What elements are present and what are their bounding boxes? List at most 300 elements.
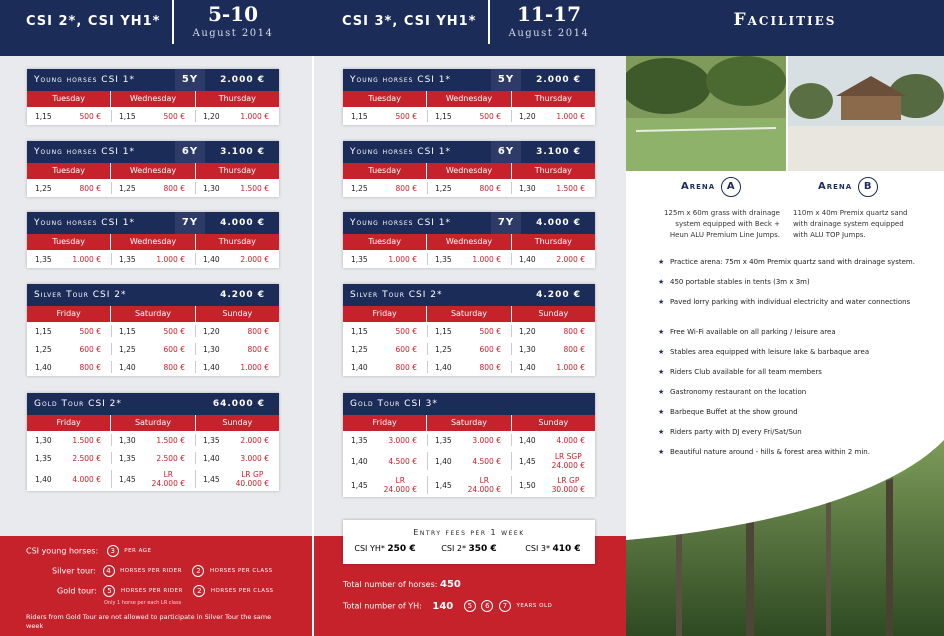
height-value: 1,15 bbox=[435, 326, 452, 336]
total-prize: 2.000 € bbox=[536, 75, 581, 85]
table-cell bbox=[343, 431, 427, 449]
height-value: 1,35 bbox=[351, 254, 368, 264]
height-value: 1,35 bbox=[119, 254, 136, 264]
prize-value: LR SGP 24.000 € bbox=[551, 452, 585, 470]
table-cell bbox=[511, 250, 595, 268]
fee-label: CSI YH* bbox=[354, 544, 385, 553]
table-cell bbox=[195, 179, 279, 197]
day-row bbox=[343, 91, 595, 107]
table-cell bbox=[511, 431, 595, 449]
prize-value: 3.000 € bbox=[388, 435, 417, 445]
age-number: 6 bbox=[481, 600, 493, 612]
table-title: Young horses CSI 1* bbox=[350, 75, 452, 85]
table-header bbox=[343, 212, 595, 234]
height-value: 1,15 bbox=[435, 111, 452, 121]
day-row bbox=[27, 91, 279, 107]
table-cell bbox=[343, 322, 427, 340]
height-value: 1,25 bbox=[435, 344, 452, 354]
height-value: 1,45 bbox=[203, 474, 220, 484]
facility-item: ★ Practice arena: 75m x 40m Premix quartz sand with drainage system. bbox=[658, 258, 918, 278]
prize-value: LR 24.000 € bbox=[467, 476, 501, 494]
height-value: 1,15 bbox=[119, 326, 136, 336]
legend-label: Silver tour: bbox=[52, 566, 96, 576]
height-value: 1,40 bbox=[35, 362, 52, 372]
day-label: Thursday bbox=[534, 166, 572, 175]
height-value: 1,40 bbox=[203, 254, 220, 264]
facilities-list bbox=[658, 258, 918, 470]
height-value: 1,20 bbox=[203, 326, 220, 336]
height-value: 1,30 bbox=[519, 344, 536, 354]
fee-item bbox=[427, 544, 511, 554]
table-cell bbox=[343, 449, 427, 473]
table-cell bbox=[195, 467, 279, 491]
prize-value: 1.000 € bbox=[72, 254, 101, 264]
table-cell bbox=[27, 107, 111, 125]
prize-value: 500 € bbox=[479, 326, 501, 336]
facility-item: ★ 450 portable stables in tents (3m x 3m) bbox=[658, 278, 918, 298]
legend-text: HORSES PER CLASS bbox=[210, 568, 273, 574]
table-header bbox=[27, 393, 279, 415]
height-value: 1,30 bbox=[519, 183, 536, 193]
age-badge: 6Y bbox=[491, 141, 521, 163]
day-row bbox=[343, 234, 595, 250]
ages-suffix: YEARS OLD bbox=[516, 603, 553, 609]
day-label: Saturday bbox=[427, 306, 511, 322]
prize-table bbox=[343, 212, 595, 268]
legend-label: CSI young horses: bbox=[26, 546, 99, 556]
table-cell bbox=[27, 467, 111, 491]
total-horses-value: 450 bbox=[440, 579, 461, 590]
table-cell bbox=[195, 358, 279, 376]
day-label: Thursday bbox=[218, 237, 256, 246]
prize-value: 800 € bbox=[247, 326, 269, 336]
facility-item: ★ Barbeque Buffet at the show ground bbox=[658, 408, 918, 428]
prize-value: 2.000 € bbox=[240, 435, 269, 445]
table-header bbox=[343, 69, 595, 91]
day-label: Wednesday bbox=[111, 234, 195, 250]
table-cell bbox=[195, 107, 279, 125]
table-row bbox=[343, 340, 595, 358]
prize-value: 500 € bbox=[79, 326, 101, 336]
table-cell bbox=[427, 179, 511, 197]
day-label: Thursday bbox=[534, 94, 572, 103]
age-number: 5 bbox=[464, 600, 476, 612]
arena-a-heading bbox=[681, 177, 741, 197]
legend-gold bbox=[57, 585, 274, 597]
legend-number: 5 bbox=[103, 585, 115, 597]
prize-value: 4.500 € bbox=[388, 456, 417, 466]
fee-value: 250 € bbox=[387, 544, 416, 554]
height-value: 1,40 bbox=[351, 456, 368, 466]
prize-value: 2.000 € bbox=[556, 254, 585, 264]
prize-value: 600 € bbox=[163, 344, 185, 354]
prize-value: 500 € bbox=[163, 326, 185, 336]
arena-a-letter: A bbox=[721, 177, 741, 197]
height-value: 1,40 bbox=[203, 362, 220, 372]
prize-value: LR 24.000 € bbox=[151, 470, 185, 488]
header-right bbox=[626, 0, 944, 56]
legend-text: PER AGE bbox=[124, 548, 152, 554]
prize-table bbox=[343, 284, 595, 376]
height-value: 1,25 bbox=[35, 344, 52, 354]
table-cell bbox=[343, 107, 427, 125]
prize-value: 500 € bbox=[479, 111, 501, 121]
legend-text: HORSES PER RIDER bbox=[120, 568, 182, 574]
prize-value: 1.000 € bbox=[556, 362, 585, 372]
day-row bbox=[27, 234, 279, 250]
table-cell bbox=[27, 340, 111, 358]
total-yh bbox=[343, 600, 552, 612]
prize-value: 1.000 € bbox=[388, 254, 417, 264]
fee-label: CSI 2* bbox=[441, 544, 466, 553]
facility-item: ★ Gastronomy restaurant on the location bbox=[658, 388, 918, 408]
prize-value: 4.500 € bbox=[472, 456, 501, 466]
table-cell bbox=[27, 179, 111, 197]
total-prize: 4.000 € bbox=[536, 218, 581, 228]
event-month: August 2014 bbox=[508, 28, 590, 39]
table-row bbox=[343, 431, 595, 449]
prize-table bbox=[343, 141, 595, 197]
day-label: Friday bbox=[343, 306, 427, 322]
legend-text: HORSES PER RIDER bbox=[120, 588, 183, 594]
height-value: 1,35 bbox=[119, 453, 136, 463]
table-row bbox=[27, 107, 279, 125]
day-label: Wednesday bbox=[111, 91, 195, 107]
fee-value: 350 € bbox=[468, 544, 497, 554]
table-cell bbox=[195, 322, 279, 340]
day-label: Tuesday bbox=[27, 163, 111, 179]
age-badge: 5Y bbox=[175, 69, 205, 91]
height-value: 1,35 bbox=[35, 254, 52, 264]
age-badge: 7Y bbox=[175, 212, 205, 234]
prize-table bbox=[343, 69, 595, 125]
age-badge: 7Y bbox=[491, 212, 521, 234]
height-value: 1,20 bbox=[203, 111, 220, 121]
table-row bbox=[27, 340, 279, 358]
day-label: Saturday bbox=[111, 415, 195, 431]
height-value: 1,25 bbox=[351, 183, 368, 193]
prize-value: 2.500 € bbox=[72, 453, 101, 463]
table-cell bbox=[343, 473, 427, 497]
table-title: Silver Tour CSI 2* bbox=[350, 290, 443, 300]
height-value: 1,40 bbox=[435, 456, 452, 466]
facility-item: ★ Paved lorry parking with individual electricity and water connections bbox=[658, 298, 918, 328]
prize-value: 3.000 € bbox=[472, 435, 501, 445]
legend-footnote: Riders from Gold Tour are not allowed to participate in Silver Tour the same week bbox=[26, 613, 272, 630]
table-cell bbox=[195, 340, 279, 358]
height-value: 1,35 bbox=[435, 435, 452, 445]
height-value: 1,35 bbox=[35, 453, 52, 463]
table-row bbox=[27, 431, 279, 449]
prize-value: 500 € bbox=[395, 326, 417, 336]
prize-value: 1.000 € bbox=[240, 111, 269, 121]
prize-value: 800 € bbox=[479, 362, 501, 372]
table-cell bbox=[111, 179, 195, 197]
height-value: 1,35 bbox=[435, 254, 452, 264]
prize-value: 3.000 € bbox=[240, 453, 269, 463]
table-cell bbox=[111, 250, 195, 268]
height-value: 1,25 bbox=[435, 183, 452, 193]
day-row bbox=[27, 415, 279, 431]
day-row bbox=[27, 306, 279, 322]
height-value: 1,40 bbox=[351, 362, 368, 372]
facility-item: ★ Beautiful nature around - hills & forest area within 2 min. bbox=[658, 448, 918, 470]
facilities-title: Facilities bbox=[733, 10, 837, 30]
legend-label: Gold tour: bbox=[57, 586, 97, 596]
entry-fees bbox=[343, 520, 595, 564]
height-value: 1,25 bbox=[35, 183, 52, 193]
height-value: 1,40 bbox=[519, 435, 536, 445]
table-cell bbox=[111, 340, 195, 358]
table-cell bbox=[343, 250, 427, 268]
prize-value: LR 24.000 € bbox=[383, 476, 417, 494]
height-value: 1,45 bbox=[519, 456, 536, 466]
total-yh-value: 140 bbox=[432, 600, 454, 612]
table-cell bbox=[427, 431, 511, 449]
day-label: Thursday bbox=[534, 237, 572, 246]
prize-value: 1.500 € bbox=[556, 183, 585, 193]
fee-item bbox=[511, 544, 595, 554]
table-cell bbox=[427, 107, 511, 125]
table-cell bbox=[511, 449, 595, 473]
table-cell bbox=[511, 107, 595, 125]
event-month: August 2014 bbox=[192, 28, 274, 39]
height-value: 1,15 bbox=[35, 326, 52, 336]
prize-value: 800 € bbox=[395, 183, 417, 193]
day-label: Wednesday bbox=[427, 234, 511, 250]
prize-value: 1.000 € bbox=[556, 111, 585, 121]
prize-value: 1.500 € bbox=[240, 183, 269, 193]
table-cell bbox=[111, 449, 195, 467]
height-value: 1,30 bbox=[203, 344, 220, 354]
prize-table bbox=[27, 69, 279, 125]
total-prize: 64.000 € bbox=[212, 399, 265, 409]
arena-photos bbox=[626, 56, 944, 171]
prize-value: 800 € bbox=[163, 362, 185, 372]
height-value: 1,30 bbox=[119, 435, 136, 445]
total-horses bbox=[343, 579, 461, 590]
entry-fees-title: Entry fees per 1 week bbox=[413, 528, 525, 537]
table-cell bbox=[111, 467, 195, 491]
height-value: 1,40 bbox=[119, 362, 136, 372]
day-label: Saturday bbox=[111, 306, 195, 322]
table-cell bbox=[195, 250, 279, 268]
facility-item: ★ Free Wi-Fi available on all parking / leisure area bbox=[658, 328, 918, 348]
day-row bbox=[343, 163, 595, 179]
prize-value: 2.500 € bbox=[156, 453, 185, 463]
day-label: Sunday bbox=[222, 418, 253, 427]
prize-table bbox=[27, 212, 279, 268]
table-cell bbox=[511, 340, 595, 358]
table-cell bbox=[427, 340, 511, 358]
event-days: 5-10 bbox=[207, 2, 259, 26]
facility-item: ★ Stables area equipped with leisure lake & barbaque area bbox=[658, 348, 918, 368]
prize-value: 600 € bbox=[79, 344, 101, 354]
table-row bbox=[343, 107, 595, 125]
table-header bbox=[343, 393, 595, 415]
legend-gold-note: Only 1 horse per each LR class bbox=[104, 600, 182, 606]
event-title: CSI 2*, CSI YH1* bbox=[26, 14, 161, 29]
prize-value: LR GP 40.000 € bbox=[235, 470, 269, 488]
prize-value: 4.000 € bbox=[556, 435, 585, 445]
day-row bbox=[27, 163, 279, 179]
table-cell bbox=[195, 449, 279, 467]
table-title: Young horses CSI 1* bbox=[350, 218, 452, 228]
table-cell bbox=[111, 431, 195, 449]
height-value: 1,40 bbox=[519, 254, 536, 264]
total-prize: 4.200 € bbox=[220, 290, 265, 300]
table-row bbox=[343, 449, 595, 473]
height-value: 1,15 bbox=[351, 111, 368, 121]
legend-number: 2 bbox=[192, 565, 204, 577]
table-row bbox=[27, 179, 279, 197]
table-header bbox=[343, 141, 595, 163]
prize-value: 4.000 € bbox=[72, 474, 101, 484]
table-cell bbox=[511, 179, 595, 197]
table-header bbox=[27, 141, 279, 163]
total-yh-label: Total number of YH: bbox=[343, 601, 422, 611]
arena-b-description: 110m x 40m Premix quartz sand with drainage system equipped with ALU TOP Jumps. bbox=[793, 209, 908, 239]
table-cell bbox=[111, 107, 195, 125]
table-title: Gold Tour CSI 2* bbox=[34, 399, 122, 409]
total-prize: 4.200 € bbox=[536, 290, 581, 300]
prize-value: 500 € bbox=[79, 111, 101, 121]
table-title: Young horses CSI 1* bbox=[34, 147, 136, 157]
prize-value: 600 € bbox=[395, 344, 417, 354]
table-row bbox=[343, 179, 595, 197]
total-prize: 4.000 € bbox=[220, 218, 265, 228]
prize-table bbox=[27, 393, 279, 491]
height-value: 1,15 bbox=[119, 111, 136, 121]
table-row bbox=[343, 358, 595, 376]
height-value: 1,20 bbox=[519, 326, 536, 336]
table-title: Silver Tour CSI 2* bbox=[34, 290, 127, 300]
height-value: 1,30 bbox=[35, 435, 52, 445]
arena-photo-image bbox=[626, 56, 944, 171]
legend-number: 4 bbox=[103, 565, 115, 577]
prize-value: 1.500 € bbox=[156, 435, 185, 445]
prize-value: 800 € bbox=[247, 344, 269, 354]
header-middle bbox=[312, 0, 626, 56]
table-title: Gold Tour CSI 3* bbox=[350, 399, 438, 409]
height-value: 1,25 bbox=[351, 344, 368, 354]
table-row bbox=[343, 322, 595, 340]
table-cell bbox=[343, 179, 427, 197]
prize-table bbox=[343, 393, 595, 497]
table-row bbox=[27, 358, 279, 376]
height-value: 1,30 bbox=[203, 183, 220, 193]
table-cell bbox=[111, 358, 195, 376]
prize-value: 1.000 € bbox=[240, 362, 269, 372]
rules-legend bbox=[0, 536, 312, 636]
prize-table bbox=[27, 284, 279, 376]
table-cell bbox=[511, 358, 595, 376]
total-horses-label: Total number of horses: bbox=[343, 580, 438, 589]
table-cell bbox=[27, 431, 111, 449]
prize-value: 800 € bbox=[563, 326, 585, 336]
table-cell bbox=[27, 322, 111, 340]
prize-value: 800 € bbox=[479, 183, 501, 193]
height-value: 1,50 bbox=[519, 480, 536, 490]
entry-fees-list bbox=[343, 544, 595, 554]
day-label: Tuesday bbox=[343, 163, 427, 179]
day-label: Tuesday bbox=[343, 234, 427, 250]
legend-text: HORSES PER CLASS bbox=[210, 588, 274, 594]
height-value: 1,35 bbox=[203, 435, 220, 445]
table-row bbox=[343, 250, 595, 268]
table-cell bbox=[27, 449, 111, 467]
day-label: Sunday bbox=[538, 418, 569, 427]
height-value: 1,25 bbox=[119, 344, 136, 354]
prize-value: 500 € bbox=[395, 111, 417, 121]
day-row bbox=[343, 415, 595, 431]
day-label: Wednesday bbox=[427, 163, 511, 179]
table-cell bbox=[511, 322, 595, 340]
total-prize: 3.100 € bbox=[536, 147, 581, 157]
table-header bbox=[27, 212, 279, 234]
arena-b-letter: B bbox=[858, 177, 878, 197]
prize-value: 1.000 € bbox=[156, 254, 185, 264]
table-header bbox=[27, 284, 279, 306]
height-value: 1,35 bbox=[351, 435, 368, 445]
fee-value: 410 € bbox=[552, 544, 581, 554]
prize-value: LR GP 30.000 € bbox=[551, 476, 585, 494]
day-label: Sunday bbox=[538, 309, 569, 318]
fee-label: CSI 3* bbox=[525, 544, 550, 553]
total-prize: 3.100 € bbox=[220, 147, 265, 157]
day-label: Thursday bbox=[218, 94, 256, 103]
prize-value: 800 € bbox=[79, 183, 101, 193]
table-cell bbox=[427, 250, 511, 268]
age-badge: 5Y bbox=[491, 69, 521, 91]
table-row bbox=[27, 322, 279, 340]
table-cell bbox=[27, 358, 111, 376]
header-left bbox=[0, 0, 312, 56]
prize-value: 800 € bbox=[79, 362, 101, 372]
height-value: 1,15 bbox=[351, 326, 368, 336]
table-cell bbox=[427, 473, 511, 497]
height-value: 1,40 bbox=[519, 362, 536, 372]
age-number: 7 bbox=[499, 600, 511, 612]
day-row bbox=[343, 306, 595, 322]
table-cell bbox=[427, 322, 511, 340]
table-cell bbox=[343, 358, 427, 376]
table-cell bbox=[343, 340, 427, 358]
table-title: Young horses CSI 1* bbox=[350, 147, 452, 157]
arena-b-title: Arena bbox=[818, 181, 853, 192]
legend-number: 3 bbox=[107, 545, 119, 557]
facility-item: ★ Riders party with DJ every Fri/Sat/Sun bbox=[658, 428, 918, 448]
arena-a-title: Arena bbox=[681, 181, 716, 192]
table-cell bbox=[511, 473, 595, 497]
event-title: CSI 3*, CSI YH1* bbox=[342, 14, 477, 29]
day-label: Saturday bbox=[427, 415, 511, 431]
arena-a-description: 125m x 60m grass with drainage system equipped with Beck + Heun ALU Premium Line Jumps. bbox=[664, 209, 780, 239]
prize-value: 500 € bbox=[163, 111, 185, 121]
height-value: 1,40 bbox=[35, 474, 52, 484]
table-header bbox=[27, 69, 279, 91]
prize-value: 600 € bbox=[479, 344, 501, 354]
height-value: 1,45 bbox=[435, 480, 452, 490]
day-label: Friday bbox=[27, 415, 111, 431]
table-row bbox=[27, 250, 279, 268]
table-cell bbox=[27, 250, 111, 268]
prize-value: 1.000 € bbox=[472, 254, 501, 264]
day-label: Tuesday bbox=[343, 91, 427, 107]
table-row bbox=[27, 467, 279, 491]
table-title: Young horses CSI 1* bbox=[34, 75, 136, 85]
table-row bbox=[27, 449, 279, 467]
